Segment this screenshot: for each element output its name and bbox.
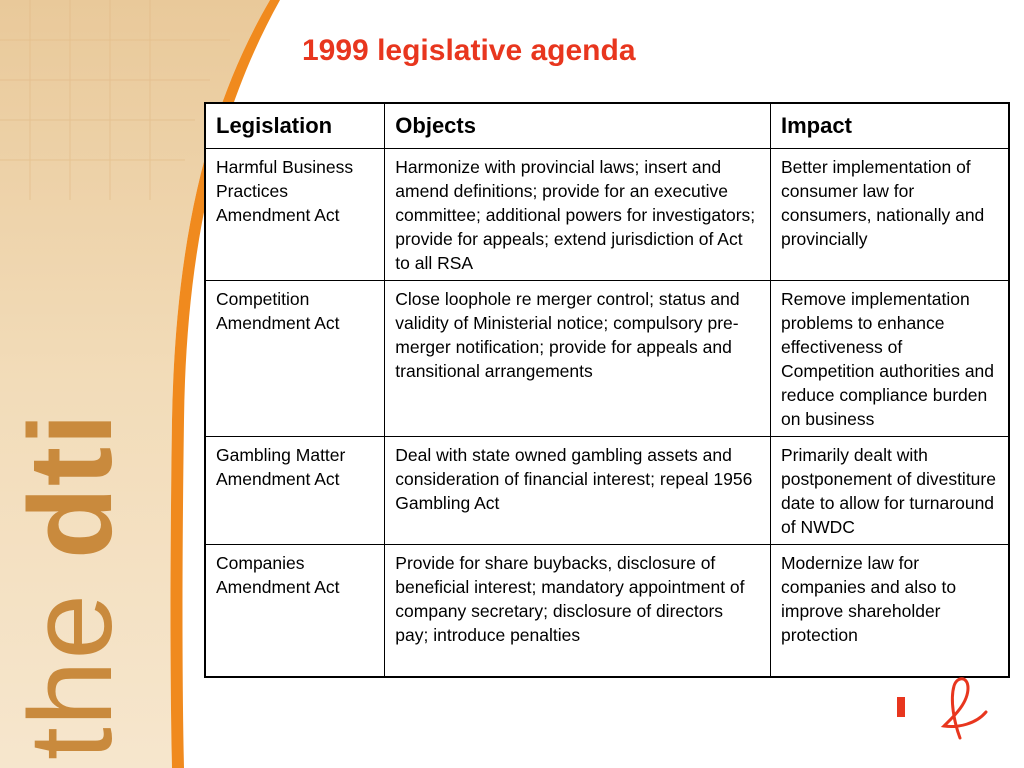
legislation-cell: Competition Amendment Act [205, 281, 385, 437]
table-header-row [205, 103, 1009, 149]
header-objects: Objects [385, 103, 771, 149]
objects-cell: Deal with state owned gambling assets and consideration of financial interest; repeal 1956 Gambling Act [385, 437, 771, 545]
table-row [205, 281, 1009, 437]
table-row [205, 545, 1009, 678]
impact-cell: Primarily dealt with postponement of divestiture date to allow for turnaround of NWDC [770, 437, 1009, 545]
logo-dti-text: dti [5, 411, 137, 560]
impact-cell: Modernize law for companies and also to improve shareholder protection [770, 545, 1009, 678]
dti-logo [5, 411, 137, 760]
impact-cell: Better implementation of consumer law for consumers, nationally and provincially [770, 149, 1009, 281]
objects-cell: Close loophole re merger control; status and validity of Ministerial notice; compulsory pre-merger notification; provide for appeals and transitional arrangements [385, 281, 771, 437]
legislation-cell: Gambling Matter Amendment Act [205, 437, 385, 545]
table-row [205, 437, 1009, 545]
table-row [205, 149, 1009, 281]
header-legislation: Legislation [205, 103, 385, 149]
header-impact: Impact [770, 103, 1009, 149]
legislation-cell: Harmful Business Practices Amendment Act [205, 149, 385, 281]
legislation-table [204, 102, 1010, 678]
page-title: 1999 legislative agenda [302, 34, 636, 67]
legislation-cell: Companies Amendment Act [205, 545, 385, 678]
logo-the-text: the [5, 592, 137, 760]
objects-cell: Provide for share buybacks, disclosure of beneficial interest; mandatory appointment of company secretary; disclosure of directors pay; introduce penalties [385, 545, 771, 678]
objects-cell: Harmonize with provincial laws; insert and amend definitions; provide for an executive committee; additional powers for investigators; provide for appeals; extend jurisdiction of Act to all RSA [385, 149, 771, 281]
dti-emblem-icon [880, 672, 1000, 752]
impact-cell: Remove implementation problems to enhance effectiveness of Competition authorities and reduce compliance burden on business [770, 281, 1009, 437]
